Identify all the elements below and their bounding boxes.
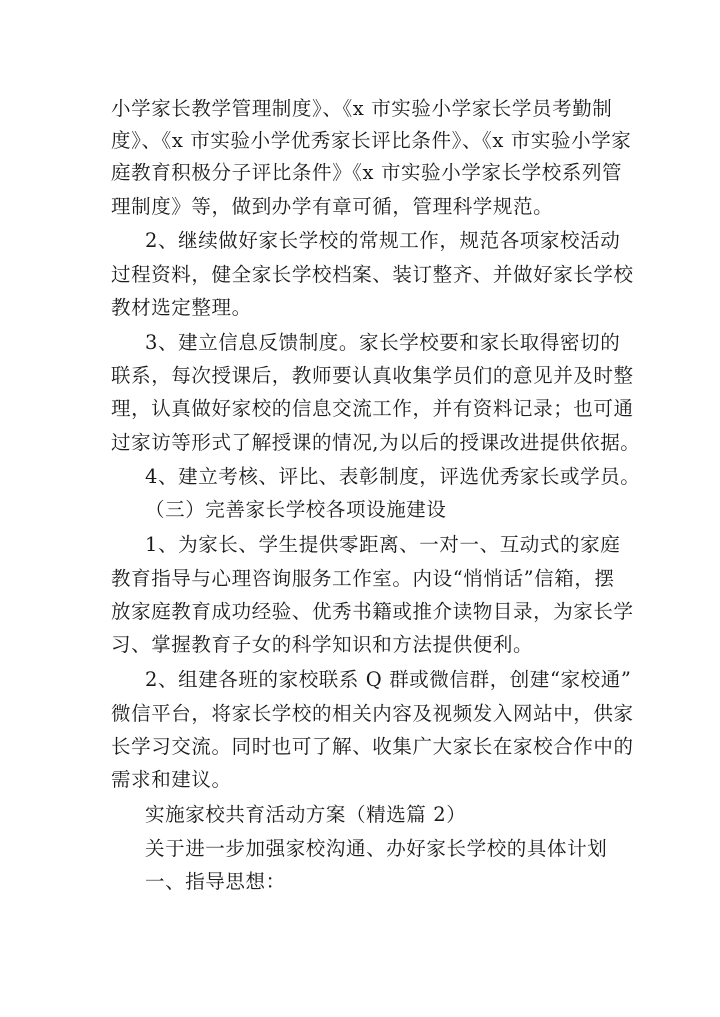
text-line: 理，认真做好家校的信息交流工作，并有资料记录；也可通 (111, 397, 634, 420)
text-line: 微信平台，将家长学校的相关内容及视频发入网站中，供家 (111, 702, 634, 725)
paragraph-start: 1、为家长、学生提供零距离、一对一、互动式的家庭 (145, 533, 621, 556)
text-line: 放家庭教育成功经验、优秀书籍或推介读物目录，为家长学 (111, 600, 634, 623)
text-line: 理制度》等，做到办学有章可循，管理科学规范。 (111, 195, 554, 218)
article-title: 实施家校共育活动方案（精选篇 2） (145, 803, 467, 826)
text-line: 联系，每次授课后，教师要认真收集学员们的意见并及时整 (111, 364, 634, 387)
text-line: 教材选定整理。 (111, 296, 252, 319)
text-line: 习、掌握教育子女的科学知识和方法提供便利。 (111, 633, 534, 656)
text-line: 过家访等形式了解授课的情况,为以后的授课改进提供依据。 (111, 431, 641, 454)
section-heading: 一、指导思想： (145, 870, 286, 893)
text-line: 需求和建议。 (111, 768, 232, 791)
text-line: 庭教育积极分子评比条件》《x 市实验小学家长学校系列管 (111, 161, 623, 184)
paragraph-start: 2、继续做好家长学校的常规工作，规范各项家校活动 (145, 229, 621, 252)
paragraph-start: 4、建立考核、评比、表彰制度，评选优秀家长或学员。 (145, 465, 641, 488)
text-line: 过程资料，健全家长学校档案、装订整齐、并做好家长学校 (111, 263, 634, 286)
text-line: 教育指导与心理咨询服务工作室。内设“悄悄话”信箱，摆 (111, 567, 615, 590)
plan-title: 关于进一步加强家校沟通、办好家长学校的具体计划 (145, 837, 608, 860)
text-line: 度》、《x 市实验小学优秀家长评比条件》、《x 市实验小学家 (111, 129, 632, 152)
paragraph-start: 2、组建各班的家校联系 Q 群或微信群，创建“家校通” (145, 668, 632, 691)
section-heading: （三）完善家长学校各项设施建设 (145, 498, 447, 521)
text-line: 长学习交流。同时也可了解、收集广大家长在家校合作中的 (111, 735, 634, 758)
paragraph-start: 3、建立信息反馈制度。家长学校要和家长取得密切的 (145, 331, 621, 354)
text-line: 小学家长教学管理制度》、《x 市实验小学家长学员考勤制 (111, 97, 613, 120)
